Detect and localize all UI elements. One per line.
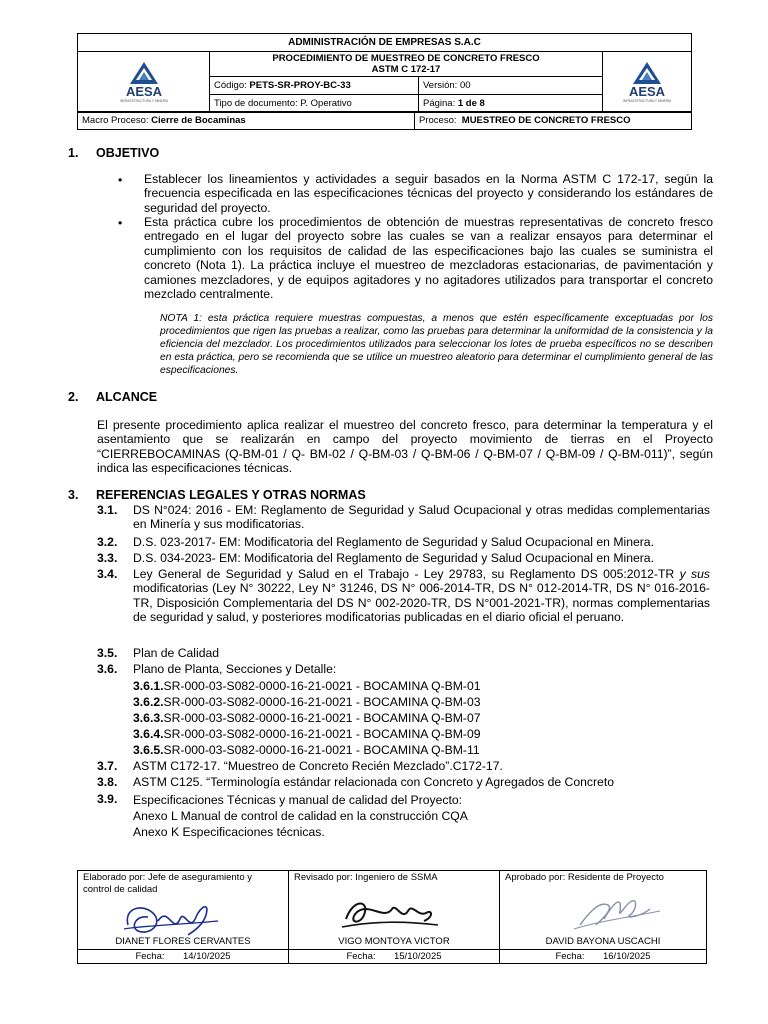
svg-text:INFRAESTRUCTURA Y MINERÍA: INFRAESTRUCTURA Y MINERÍA: [119, 99, 168, 103]
revisado-cell: [289, 871, 500, 950]
objetivo-bullet-1: Establecer los lineamientos y actividades a seguir basados en la Norma ASTM C 172-17, según la frecuencia especificada en las especificaciones técnicas del proyecto y considerando los estándares de seguridad del proyecto.: [144, 172, 713, 215]
logo-left: [78, 52, 210, 113]
alcance-text: El presente procedimiento aplica realizar el muestreo del concreto fresco, para determinar la temperatura y el asentamiento que se realizarán en campo del proyecto movimiento de tierras en el Proyecto “CIERREBOCAMINAS (Q-BM-01 / Q- BM-02 / Q-BM-03 / Q-BM-06 / Q-BM-07 / Q-BM-09 / Q-BM-011)”, según indica las especificaciones técnicas.: [97, 418, 713, 476]
doctype-cell: Tipo de documento: P. Operativo: [210, 95, 419, 113]
elaborado-cell: [78, 871, 289, 950]
ref-item: 3.2. D.S. 023-2017- EM: Modificatoria del Reglamento de Seguridad y Salud Ocupacional en Minera.: [97, 535, 654, 549]
company-name: ADMINISTRACIÓN DE EMPRESAS S.A.C: [78, 34, 692, 52]
signature-icon: [560, 891, 670, 937]
ref-item: 3.4. Ley General de Seguridad y Salud en el Trabajo - Ley 29783, su Reglamento DS 005:2012-TR y sus modificatorias (Ley N° 30222, Ley N° 31246, DS N° 006-2014-TR, DS N° 012-2014-TR, DS N° 016-2016-TR, Disposición Complementaria del DS N° 002-2020-TR, DS N°001-2021-TR), normas complementarias de seguridad y salud, y posteriores modificatorias publicadas en el diario oficial el peruano.: [97, 567, 711, 624]
bullet-icon: •: [118, 173, 123, 187]
sub-ref-item: 3.6.3.SR-000-03-S082-0000-16-21-0021 - BOCAMINA Q-BM-07: [133, 711, 481, 725]
aesa-logo-icon: [617, 60, 677, 104]
signature-icon: [334, 891, 444, 937]
logo-right: [603, 52, 692, 113]
ref-item: 3.9. Especificaciones Técnicas y manual de calidad del Proyecto: Anexo L Manual de control de calidad en la construcción CQA Anexo K Especificaciones técnicas.: [97, 792, 468, 840]
aesa-logo-icon: [114, 60, 174, 104]
revisado-date-cell: Fecha: 15/10/2025: [289, 950, 500, 964]
section-objetivo-heading: 1. OBJETIVO: [68, 146, 160, 160]
ref-item: 3.7. ASTM C172-17. “Muestreo de Concreto Recién Mezclado”.C172-17.: [97, 759, 503, 773]
ref-item: 3.8. ASTM C125. “Terminología estándar relacionada con Concreto y Agregados de Concreto: [97, 775, 614, 789]
ref-item: 3.1. DS N°024: 2016 - EM: Reglamento de Seguridad y Salud Ocupacional y otras medidas complementarias en Minería y sus modificatorias.: [97, 503, 710, 532]
revisado-label: Revisado por: Ingeniero de SSMA: [294, 872, 438, 883]
sub-ref-item: 3.6.5.SR-000-03-S082-0000-16-21-0021 - BOCAMINA Q-BM-11: [133, 743, 480, 757]
sub-ref-item: 3.6.2.SR-000-03-S082-0000-16-21-0021 - BOCAMINA Q-BM-03: [133, 695, 481, 709]
revisado-name: VIGO MONTOYA VICTOR: [338, 936, 450, 947]
code-cell: Código: PETS-SR-PROY-BC-33: [210, 77, 419, 95]
process-cell: Proceso: MUESTREO DE CONCRETO FRESCO: [415, 112, 692, 130]
bullet-icon: •: [118, 216, 123, 230]
aprobado-label: Aprobado por: Residente de Proyecto: [505, 872, 664, 883]
section-referencias-heading: 3. REFERENCIAS LEGALES Y OTRAS NORMAS: [68, 488, 366, 502]
approval-table: [77, 870, 707, 964]
document-header: [77, 33, 692, 113]
ref-item: 3.3. D.S. 034-2023- EM: Modificatoria del Reglamento de Seguridad y Salud Ocupacional en Minera.: [97, 551, 654, 565]
page-cell: Página: 1 de 8: [419, 95, 603, 113]
objetivo-bullet-2: Esta práctica cubre los procedimientos de obtención de muestras representativas de concreto fresco entregado en el lugar del proyecto sobre las cuales se van a realizar ensayos para determinar el cumplimiento con los requisitos de calidad de las especificaciones bajo las cuales se suministra el concreto (Nota 1). La práctica incluye el muestreo de mezcladoras estacionarias, de pavimentación y camiones mezcladores, y de equipos agitadores y no agitadores utilizados para transportar el concreto mezclado centralmente.: [144, 215, 713, 302]
version-cell: Versión: 00: [419, 77, 603, 95]
ref-item: 3.6. Plano de Planta, Secciones y Detalle:: [97, 662, 337, 676]
document-title: PROCEDIMIENTO DE MUESTREO DE CONCRETO FRESCO ASTM C 172-17: [210, 52, 603, 77]
svg-text:INFRAESTRUCTURA Y MINERÍA: INFRAESTRUCTURA Y MINERÍA: [622, 99, 672, 103]
objetivo-note: NOTA 1: esta práctica requiere muestras compuestas, a menos que estén específicamente exceptuadas por los procedimientos que rigen las pruebas a realizar, como las pruebas para determinar la uniformidad de la consistencia y la eficiencia del mezclador. Los procedimientos utilizados para seleccionar los lotes de prueba específicos no se describen en esta práctica, pero se recomienda que se utilice un muestreo aleatorio para determinar el cumplimiento general de las especificaciones.: [160, 313, 713, 376]
aprobado-name: DAVID BAYONA USCACHI: [545, 936, 661, 947]
elaborado-name: DIANET FLORES CERVANTES: [115, 936, 251, 947]
svg-text:AESA: AESA: [125, 84, 162, 99]
aprobado-cell: [500, 871, 707, 950]
macro-process-cell: Macro Proceso: Cierre de Bocaminas: [78, 112, 415, 130]
process-row: [77, 111, 692, 130]
sub-ref-item: 3.6.1.SR-000-03-S082-0000-16-21-0021 - BOCAMINA Q-BM-01: [133, 679, 481, 693]
elaborado-date-cell: Fecha: 14/10/2025: [78, 950, 289, 964]
svg-text:AESA: AESA: [628, 84, 666, 99]
ref-item: 3.5. Plan de Calidad: [97, 646, 220, 660]
section-alcance-heading: 2. ALCANCE: [68, 390, 158, 404]
sub-ref-item: 3.6.4.SR-000-03-S082-0000-16-21-0021 - BOCAMINA Q-BM-09: [133, 727, 481, 741]
elaborado-label: Elaborado por: Jefe de aseguramiento y control de calidad: [83, 872, 252, 895]
aprobado-date-cell: Fecha: 16/10/2025: [500, 950, 707, 964]
